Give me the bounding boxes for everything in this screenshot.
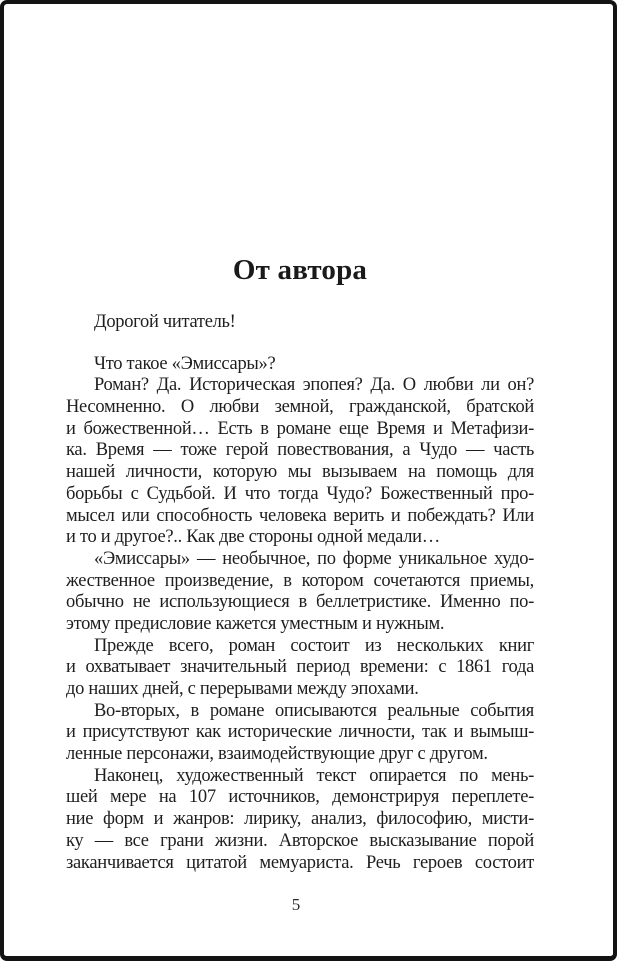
text-line: борьбы с Судьбой. И что тогда Чудо? Божественный про- (66, 483, 534, 504)
text-line: нашей личности, которую мы вызываем на помощь для (66, 462, 534, 483)
text-line: Несомненно. О любви земной, гражданской, братской (66, 397, 534, 418)
page-number: 5 (291, 895, 301, 914)
text-line: обычно не использующиеся в беллетристике. Именно по- (66, 592, 534, 613)
text-line: и охватывает значительный период времени: с 1861 года (66, 657, 534, 678)
text-line: жественное произведение, в котором сочетаются приемы, (66, 570, 534, 591)
text-line: ленные персонажи, взаимодействующие друг с другом. (66, 744, 488, 765)
text-line: «Эмиссары» — необычное, по форме уникальное худо- (94, 548, 534, 569)
text-line: Роман? Да. Историческая эпопея? Да. О любви ли он? (94, 375, 534, 396)
text-line: до наших дней, с перерывами между эпохами. (66, 679, 419, 699)
paragraph-gap (66, 334, 534, 354)
text-line: этому предисловие кажется уместным и нужным. (66, 613, 445, 634)
chapter-title: От автора (232, 254, 368, 286)
text-line: ка. Время — тоже герой повествования, а Чудо — часть (66, 440, 534, 461)
text-line: Дорогой читатель! (94, 312, 236, 332)
text-line: Во-вторых, в романе описываются реальные события (94, 700, 534, 721)
text-line: Что такое «Эмиссары»? (94, 353, 276, 374)
text-line: ние форм и жанров: лирику, анализ, философию, мисти- (66, 809, 534, 830)
text-line: и божественной… Есть в романе еще Время и Метафизи- (66, 418, 534, 439)
page-text-block (66, 312, 534, 874)
text-line: и то и другое?.. Как две стороны одной медали… (66, 527, 440, 548)
text-line: и присутствуют как исторические личности, так и вымыш- (66, 722, 534, 743)
text-line: заканчивается цитатой мемуариста. Речь героев состоит (66, 852, 534, 873)
text-line: ку — все грани жизни. Авторское высказывание порой (66, 830, 534, 851)
text-line: Прежде всего, роман состоит из нескольких книг (94, 635, 534, 656)
text-line: шей мере на 107 источников, демонстрируя переплете- (66, 787, 534, 808)
text-line: Наконец, художественный текст опирается по мень- (94, 765, 534, 786)
text-line: мысел или способность человека верить и побеждать? Или (66, 505, 534, 526)
